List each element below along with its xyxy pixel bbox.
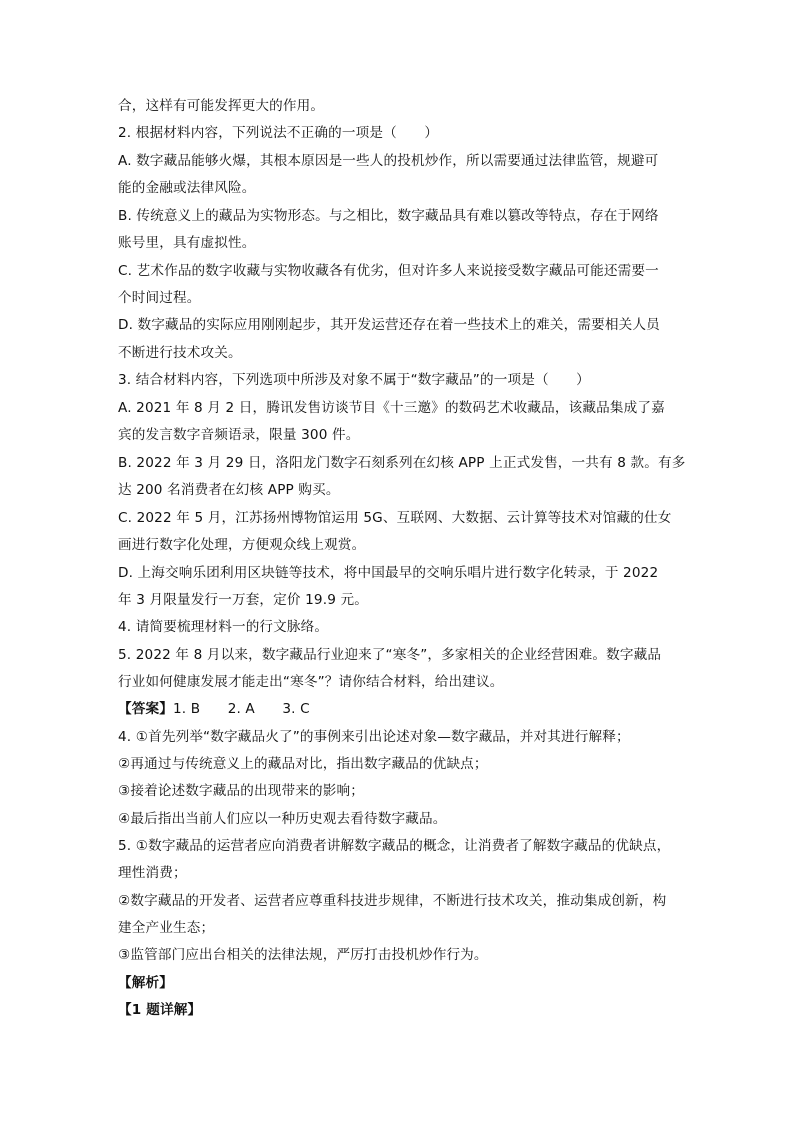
answer-4: 4. ①首先列举“数字藏品火了”的事例来引出论述对象—数字藏品，并对其进行解释； <box>118 729 630 745</box>
text-line: 宾的发言数字音频语录，限量 300 件。 <box>118 427 360 443</box>
text-line: 建全产业生态； <box>118 920 215 936</box>
question-5: 5. 2022 年 8 月以来，数字藏品行业迎来了“寒冬”，多家相关的企业经营困难。数字藏品 <box>118 647 662 663</box>
option-b: B. 传统意义上的藏品为实物形态。与之相比，数字藏品具有难以篡改等特点，存在于网络 <box>118 208 659 224</box>
answer-5-step: ③监管部门应出台相关的法律法规，严厉打击投机炒作行为。 <box>118 947 488 963</box>
option-c: C. 2022 年 5 月，江苏扬州博物馆运用 5G、互联网、大数据、云计算等技术对馆藏的仕女 <box>118 510 672 526</box>
question-3: 3. 结合材料内容，下列选项中所涉及对象不属于“数字藏品”的一项是（ ） <box>118 372 590 388</box>
answer-4-step: ②再通过与传统意义上的藏品对比，指出数字藏品的优缺点； <box>118 756 488 772</box>
text-line: 账号里，具有虚拟性。 <box>118 235 256 251</box>
option-d: D. 数字藏品的实际应用刚刚起步，其开发运营还存在着一些技术上的难关，需要相关人员 <box>118 317 660 333</box>
option-c: C. 艺术作品的数字收藏与实物收藏各有优劣，但对许多人来说接受数字藏品可能还需要一 <box>118 263 659 279</box>
option-b: B. 2022 年 3 月 29 日，洛阳龙门数字石刻系列在幻核 APP 上正式发售，一共有 8 款。有多 <box>118 455 686 471</box>
text-line: 个时间过程。 <box>118 290 201 306</box>
answer-4-step: ③接着论述数字藏品的出现带来的影响； <box>118 783 364 799</box>
text-line: 不断进行技术攻关。 <box>118 345 242 361</box>
text-line: 画进行数字化处理，方便观众线上观赏。 <box>118 537 366 553</box>
text-line: 达 200 名消费者在幻核 APP 购买。 <box>118 482 340 498</box>
text-line: 能的金融或法律风险。 <box>118 180 256 196</box>
text-line: 理性消费； <box>118 865 187 881</box>
question-4: 4. 请简要梳理材料一的行文脉络。 <box>118 619 329 635</box>
detail-label: 【1 题详解】 <box>118 1002 202 1018</box>
answer-text: 1. B 2. A 3. C <box>172 701 310 717</box>
answer-label: 【答案】 <box>118 701 173 717</box>
option-d: D. 上海交响乐团利用区块链等技术，将中国最早的交响乐唱片进行数字化转录，于 2022 <box>118 565 659 581</box>
question-2: 2. 根据材料内容，下列说法不正确的一项是（ ） <box>118 125 439 141</box>
answer-4-step: ④最后指出当前人们应以一种历史观去看待数字藏品。 <box>118 811 447 827</box>
text-line: 年 3 月限量发行一万套，定价 19.9 元。 <box>118 592 368 608</box>
answer-5-step: ②数字藏品的开发者、运营者应尊重科技进步规律，不断进行技术攻关，推动集成创新，构 <box>118 893 667 909</box>
analysis-label: 【解析】 <box>118 975 173 991</box>
text-line: 行业如何健康发展才能走出“寒冬”？请你结合材料，给出建议。 <box>118 674 504 690</box>
answer-5: 5. ①数字藏品的运营者应向消费者讲解数字藏品的概念，让消费者了解数字藏品的优缺点， <box>118 838 671 854</box>
answer-line <box>118 699 310 719</box>
text-line: 合，这样有可能发挥更大的作用。 <box>118 98 325 114</box>
option-a: A. 数字藏品能够火爆，其根本原因是一些人的投机炒作，所以需要通过法律监管，规避可 <box>118 153 659 169</box>
option-a: A. 2021 年 8 月 2 日，腾讯发售访谈节目《十三邀》的数码艺术收藏品，该藏品集成了嘉 <box>118 400 665 416</box>
